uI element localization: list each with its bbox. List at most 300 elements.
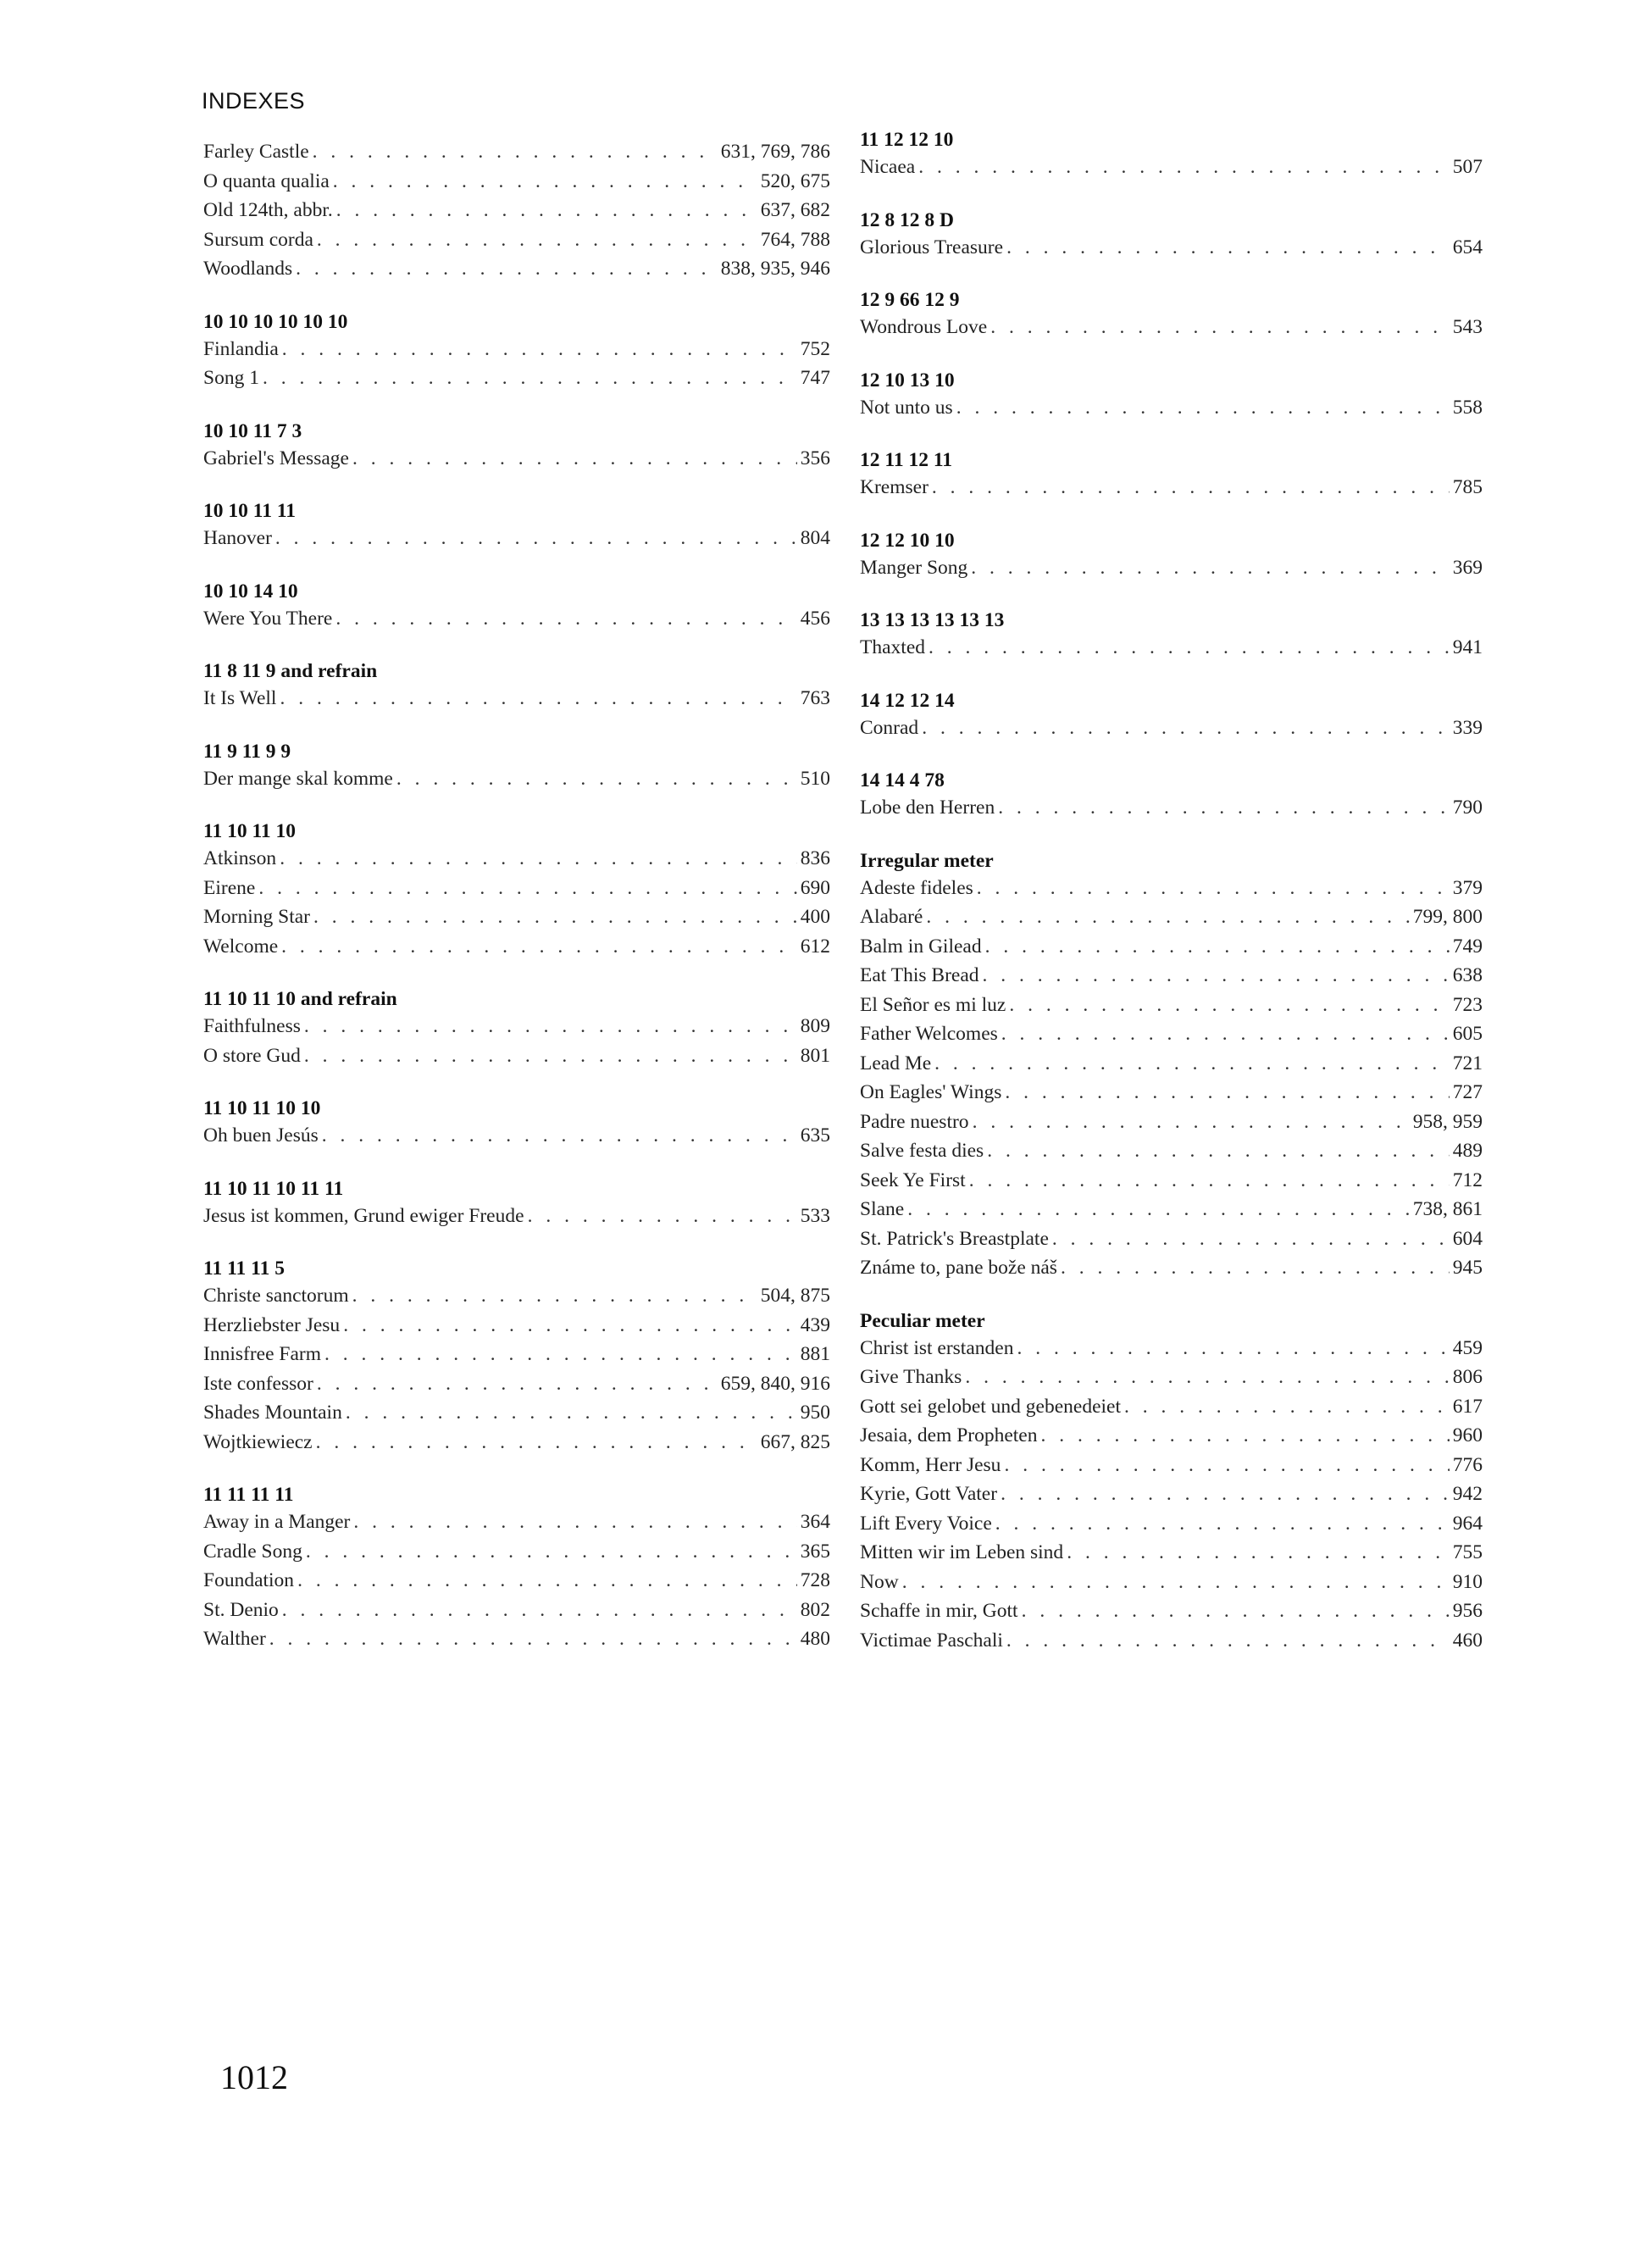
hymn-numbers: 459 [1452,1336,1483,1359]
index-entry [860,1224,1483,1254]
tune-name: Wojtkiewiecz [203,1430,313,1453]
meter-group [203,739,830,794]
hymn-numbers: 605 [1452,1023,1483,1045]
tune-name: Innisfree Farm [203,1343,321,1365]
index-entry [860,932,1483,962]
dot-leader [956,393,1450,423]
index-entry [860,1509,1483,1539]
index-entry [203,335,830,364]
dot-leader [281,932,797,962]
hymn-numbers: 747 [800,367,830,389]
tune-name: Balm in Gilead [860,935,982,958]
index-entry [860,1108,1483,1137]
dot-leader [932,473,1450,502]
index-entry [203,196,830,225]
dot-leader [918,153,1450,182]
dot-leader [333,167,757,197]
meter-heading: 11 10 11 10 10 [203,1097,321,1119]
meter-heading: 12 11 12 11 [860,449,953,471]
hymn-numbers: 356 [800,447,830,469]
meter-heading: 12 8 12 8 D [860,208,954,231]
meter-heading: 10 10 11 7 3 [203,419,302,442]
dot-leader [396,764,797,794]
tune-name: Farley Castle [203,141,309,163]
dot-leader [296,254,718,284]
tune-name: O store Gud [203,1044,301,1067]
hymn-numbers: 806 [1452,1366,1483,1388]
hymn-numbers: 667, 825 [760,1430,830,1453]
tune-name: Lift Every Voice [860,1512,992,1535]
hymn-numbers: 752 [800,337,830,360]
index-entry [860,1421,1483,1451]
hymn-numbers: 456 [800,607,830,630]
tune-name: Hanover [203,527,272,549]
hymn-numbers: 809 [800,1015,830,1037]
tune-name: Seek Ye First [860,1169,966,1191]
dot-leader [352,1281,757,1311]
hymn-numbers: 617 [1452,1395,1483,1418]
hymn-numbers: 958, 959 [1412,1110,1483,1133]
tune-name: Were You There [203,607,333,630]
meter-heading: Irregular meter [860,849,994,872]
tune-name: Známe to, pane bože náš [860,1257,1057,1279]
index-entry [860,313,1483,342]
index-entry [203,1012,830,1041]
dot-leader [1009,991,1449,1020]
dot-leader [1001,1480,1450,1509]
hymn-numbers: 785 [1452,476,1483,498]
hymn-numbers: 489 [1452,1140,1483,1162]
index-entry [203,1596,830,1625]
index-entry [203,1121,830,1151]
tune-name: Away in a Manger [203,1511,351,1533]
index-entry [203,1311,830,1341]
hymn-numbers: 690 [800,876,830,899]
index-entry [203,1398,830,1428]
hymn-numbers: 910 [1452,1570,1483,1593]
hymn-numbers: 507 [1452,156,1483,178]
meter-group [860,127,1483,182]
hymn-numbers: 364 [800,1511,830,1533]
dot-leader [1067,1538,1450,1568]
tune-name: Not unto us [860,396,953,419]
meter-heading: 11 10 11 10 11 11 [203,1177,344,1200]
tune-name: Iste confessor [203,1372,313,1395]
hymn-numbers: 543 [1452,316,1483,338]
meter-group [860,368,1483,423]
index-entry [203,137,830,167]
hymn-numbers: 964 [1452,1512,1483,1535]
dot-leader [335,604,796,634]
tune-name: Lobe den Herren [860,797,995,819]
hymn-numbers: 659, 840, 916 [720,1372,830,1395]
index-entry [860,1049,1483,1079]
meter-group [860,287,1483,342]
dot-leader [969,1166,1450,1196]
index-entry [860,233,1483,263]
index-entry [860,902,1483,932]
meter-group [203,419,830,474]
tune-name: Conrad [860,716,919,739]
index-column-right [860,127,1483,1680]
index-entry [860,1538,1483,1568]
index-entry [203,844,830,874]
hymn-numbers: 369 [1452,556,1483,579]
index-entry [203,1041,830,1071]
meter-group [860,768,1483,823]
hymn-numbers: 721 [1452,1052,1483,1074]
hymn-numbers: 836 [800,847,830,869]
dot-leader [297,1566,797,1596]
index-entry [203,1340,830,1369]
tune-name: Old 124th, abbr. [203,199,333,221]
dot-leader [282,335,797,364]
hymn-numbers: 728 [800,1569,830,1591]
running-head: INDEXES [202,88,306,114]
meter-group [203,1096,830,1151]
tune-name: Jesus ist kommen, Grund ewiger Freude [203,1204,524,1227]
tune-name: Woodlands [203,258,293,280]
hymn-numbers: 881 [800,1343,830,1365]
hymn-numbers: 654 [1452,236,1483,258]
index-entry [860,1019,1483,1049]
hymn-numbers: 637, 682 [760,199,830,221]
meter-heading: 12 10 13 10 [860,369,955,391]
meter-heading: 11 10 11 10 and refrain [203,988,397,1010]
tune-name: Eirene [203,876,256,899]
tune-name: Foundation [203,1569,295,1591]
hymn-numbers: 804 [800,527,830,549]
dot-leader [965,1363,1449,1392]
dot-leader [934,1049,1450,1079]
hymn-numbers: 510 [800,767,830,790]
index-entry [203,1281,830,1311]
meter-group [203,309,830,393]
index-entry [860,1253,1483,1283]
meter-heading: 12 9 66 12 9 [860,289,960,311]
dot-leader [1017,1334,1449,1363]
dot-leader [346,1398,797,1428]
dot-leader [280,684,796,713]
dot-leader [929,633,1450,663]
meter-group [860,608,1483,663]
tune-name: Alabaré [860,906,923,928]
meter-group [203,658,830,713]
dot-leader [990,313,1450,342]
dot-leader [317,1369,718,1399]
hymn-numbers: 755 [1452,1541,1483,1563]
page-number: 1012 [220,2058,288,2096]
hymn-numbers: 504, 875 [760,1285,830,1307]
hymn-numbers: 764, 788 [760,228,830,251]
meter-heading: 11 9 11 9 9 [203,740,291,763]
hymn-numbers: 838, 935, 946 [720,258,830,280]
index-entry [203,604,830,634]
index-entry [860,961,1483,991]
meter-heading: 13 13 13 13 13 13 [860,609,1005,631]
index-entry [860,1195,1483,1224]
hymn-numbers: 950 [800,1402,830,1424]
tune-name: Shades Mountain [203,1402,342,1424]
dot-leader [1001,1019,1450,1049]
hymn-numbers: 480 [800,1628,830,1650]
hymn-numbers: 631, 769, 786 [720,141,830,163]
index-entry [860,1568,1483,1597]
index-entry [860,1078,1483,1108]
index-entry [203,254,830,284]
dot-leader [1005,1078,1449,1108]
index-entry [860,1136,1483,1166]
dot-leader [304,1041,797,1071]
dot-leader [353,1507,796,1537]
dot-leader [907,1195,1410,1224]
dot-leader [322,1121,797,1151]
tune-name: Christe sanctorum [203,1285,349,1307]
index-entry [860,473,1483,502]
meter-group [860,208,1483,263]
tune-name: Gott sei gelobet und gebenedeiet [860,1395,1122,1418]
meter-heading: 11 8 11 9 and refrain [203,660,378,682]
hymn-numbers: 776 [1452,1453,1483,1476]
meter-group [203,986,830,1070]
hymn-numbers: 439 [800,1313,830,1336]
tune-name: Give Thanks [860,1366,962,1388]
tune-name: Gabriel's Message [203,447,349,469]
dot-leader [902,1568,1450,1597]
dot-leader [995,1509,1450,1539]
tune-name: Der mange skal komme [203,767,393,790]
index-entry [860,1363,1483,1392]
index-entry [860,1166,1483,1196]
index-entry [203,1202,830,1231]
tune-name: St. Denio [203,1598,279,1621]
dot-leader [263,364,797,393]
index-entry [203,902,830,932]
meter-heading: 11 11 11 5 [203,1257,285,1280]
index-entry [860,1392,1483,1422]
dot-leader [926,902,1409,932]
meter-heading: 11 11 11 11 [203,1484,294,1506]
hymn-numbers: 942 [1452,1483,1483,1505]
tune-name: Salve festa dies [860,1140,984,1162]
tune-name: Now [860,1570,899,1593]
tune-name: El Señor es mi luz [860,993,1006,1016]
dot-leader [282,1596,797,1625]
index-entry [860,874,1483,903]
dot-leader [1124,1392,1450,1422]
tune-name: Padre nuestro [860,1110,969,1133]
tune-name: Kyrie, Gott Vater [860,1483,998,1505]
index-entry [203,874,830,903]
tune-name: Wondrous Love [860,316,988,338]
dot-leader [313,137,718,167]
tune-name: Manger Song [860,556,968,579]
meter-group [203,137,830,284]
hymn-numbers: 941 [1452,636,1483,658]
tune-name: Welcome [203,935,279,958]
hymn-numbers: 339 [1452,716,1483,739]
meter-group [860,688,1483,743]
index-entry [203,524,830,553]
hymn-numbers: 712 [1452,1169,1483,1191]
hymn-numbers: 749 [1452,935,1483,958]
meter-heading: 12 12 10 10 [860,529,955,552]
tune-name: Thaxted [860,636,925,658]
hymn-numbers: 379 [1452,876,1483,899]
dot-leader [304,1012,797,1041]
dot-leader [352,444,797,474]
hymn-numbers: 960 [1452,1424,1483,1446]
dot-leader [528,1202,797,1231]
tune-name: Eat This Bread [860,964,979,986]
hymn-numbers: 400 [800,906,830,928]
hymn-numbers: 533 [800,1204,830,1227]
tune-name: Oh buen Jesús [203,1124,319,1146]
dot-leader [258,874,796,903]
dot-leader [971,553,1449,583]
dot-leader [275,524,797,553]
tune-name: Walther [203,1628,266,1650]
index-entry [203,225,830,255]
tune-name: Christ ist erstanden [860,1336,1014,1359]
hymn-numbers: 460 [1452,1629,1483,1652]
tune-name: Mitten wir im Leben sind [860,1541,1064,1563]
index-entry [203,167,830,197]
index-entry [203,1624,830,1654]
hymn-numbers: 638 [1452,964,1483,986]
tune-name: Sursum corda [203,228,313,251]
index-entry [203,1369,830,1399]
dot-leader [1006,233,1450,263]
index-entry [860,1626,1483,1656]
meter-group [203,819,830,961]
tune-name: Schaffe in mir, Gott [860,1600,1018,1622]
dot-leader [1006,1626,1450,1656]
dot-leader [1052,1224,1450,1254]
meter-group [203,498,830,553]
dot-leader [1022,1596,1450,1626]
index-entry [203,444,830,474]
index-entry [203,1566,830,1596]
meter-group [203,1176,830,1231]
index-entry [860,553,1483,583]
hymn-numbers: 763 [800,687,830,709]
hymn-numbers: 558 [1452,396,1483,419]
meter-heading: 11 12 12 10 [860,129,954,151]
hymn-numbers: 799, 800 [1412,906,1483,928]
tune-name: Father Welcomes [860,1023,998,1045]
hymn-numbers: 802 [800,1598,830,1621]
meter-heading: 14 14 4 78 [860,769,945,791]
dot-leader [306,1537,797,1567]
hymn-numbers: 723 [1452,993,1483,1016]
dot-leader [343,1311,797,1341]
index-entry [203,684,830,713]
tune-name: Cradle Song [203,1540,302,1563]
hymn-numbers: 520, 675 [760,169,830,192]
meter-group [860,848,1483,1283]
tune-name: Victimae Paschali [860,1629,1003,1652]
tune-name: St. Patrick's Breastplate [860,1227,1049,1250]
dot-leader [336,196,757,225]
index-entry [860,1451,1483,1480]
meter-heading: Peculiar meter [860,1309,985,1332]
meter-group [203,1256,830,1457]
tune-name: Jesaia, dem Propheten [860,1424,1038,1446]
dot-leader [998,793,1450,823]
index-entry [860,633,1483,663]
index-entry [203,364,830,393]
tune-name: Komm, Herr Jesu [860,1453,1001,1476]
dot-leader [987,1136,1450,1166]
index-entry [860,393,1483,423]
dot-leader [922,713,1450,743]
dot-leader [983,961,1450,991]
hymn-numbers: 635 [800,1124,830,1146]
dot-leader [1061,1253,1450,1283]
index-entry [203,932,830,962]
dot-leader [977,874,1450,903]
dot-leader [1040,1421,1449,1451]
index-entry [860,1480,1483,1509]
tune-name: Adeste fideles [860,876,973,899]
dot-leader [317,225,757,255]
meter-group [860,1308,1483,1656]
meter-heading: 10 10 14 10 [203,580,298,602]
index-entry [860,1334,1483,1363]
tune-name: On Eagles' Wings [860,1081,1002,1103]
hymn-numbers: 790 [1452,797,1483,819]
dot-leader [985,932,1450,962]
meter-heading: 10 10 11 11 [203,500,297,522]
index-entry [860,1596,1483,1626]
index-entry [203,1507,830,1537]
index-entry [860,793,1483,823]
dot-leader [973,1108,1410,1137]
tune-name: Kremser [860,476,929,498]
index-entry [203,764,830,794]
index-entry [203,1537,830,1567]
index-entry [860,713,1483,743]
tune-name: Atkinson [203,847,277,869]
tune-name: Lead Me [860,1052,932,1074]
hymn-numbers: 801 [800,1044,830,1067]
index-column-left [203,137,830,1679]
tune-name: Herzliebster Jesu [203,1313,341,1336]
tune-name: O quanta qualia [203,169,330,192]
meter-heading: 14 12 12 14 [860,689,955,712]
dot-leader [316,1428,757,1457]
tune-name: It Is Well [203,687,277,709]
meter-group [203,579,830,634]
tune-name: Morning Star [203,906,310,928]
dot-leader [1004,1451,1449,1480]
hymn-numbers: 945 [1452,1257,1483,1279]
meter-group [860,528,1483,583]
index-entry [203,1428,830,1457]
dot-leader [324,1340,797,1369]
tune-name: Slane [860,1198,905,1220]
hymn-numbers: 612 [800,935,830,958]
meter-group [203,1482,830,1654]
hymn-numbers: 727 [1452,1081,1483,1103]
tune-name: Faithfulness [203,1015,301,1037]
hymn-numbers: 365 [800,1540,830,1563]
meter-heading: 10 10 10 10 10 10 [203,310,348,333]
hymn-numbers: 738, 861 [1412,1198,1483,1220]
index-entry [860,153,1483,182]
dot-leader [280,844,797,874]
